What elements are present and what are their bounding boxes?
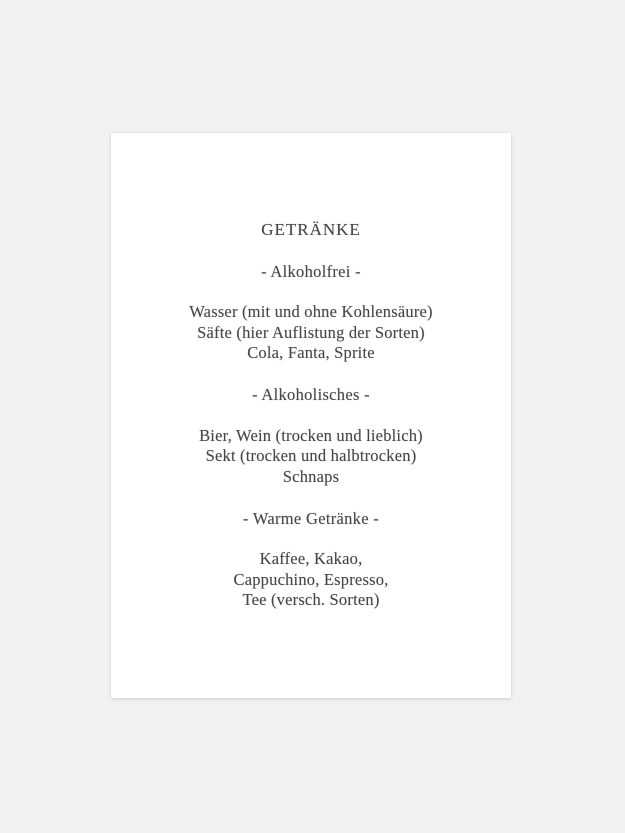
menu-item: Wasser (mit und ohne Kohlensäure) — [189, 302, 433, 321]
menu-item: Tee (versch. Sorten) — [242, 590, 380, 609]
section-items-alkoholisches — [111, 426, 511, 488]
menu-item: Säfte (hier Auflistung der Sorten) — [197, 322, 425, 342]
section-header-alkoholfrei: - Alkoholfrei - — [261, 261, 361, 281]
section-header-warme-getraenke: - Warme Getränke - — [242, 508, 380, 528]
section-items-alkoholfrei — [111, 302, 511, 364]
menu-item: Schnaps — [282, 466, 340, 486]
menu-card — [111, 133, 511, 698]
menu-item: Kaffee, Kakao, — [259, 549, 363, 568]
section-header-alkoholisches: - Alkoholisches - — [252, 385, 370, 404]
menu-item: Cola, Fanta, Sprite — [247, 343, 375, 362]
section-items-warme-getraenke — [111, 549, 511, 611]
menu-item: Bier, Wein (trocken und lieblich) — [199, 425, 423, 445]
menu-item: Sekt (trocken und halbtrocken) — [205, 446, 417, 465]
menu-title: GETRÄNKE — [261, 220, 361, 239]
menu-item: Cappuchino, Espresso, — [233, 569, 389, 589]
